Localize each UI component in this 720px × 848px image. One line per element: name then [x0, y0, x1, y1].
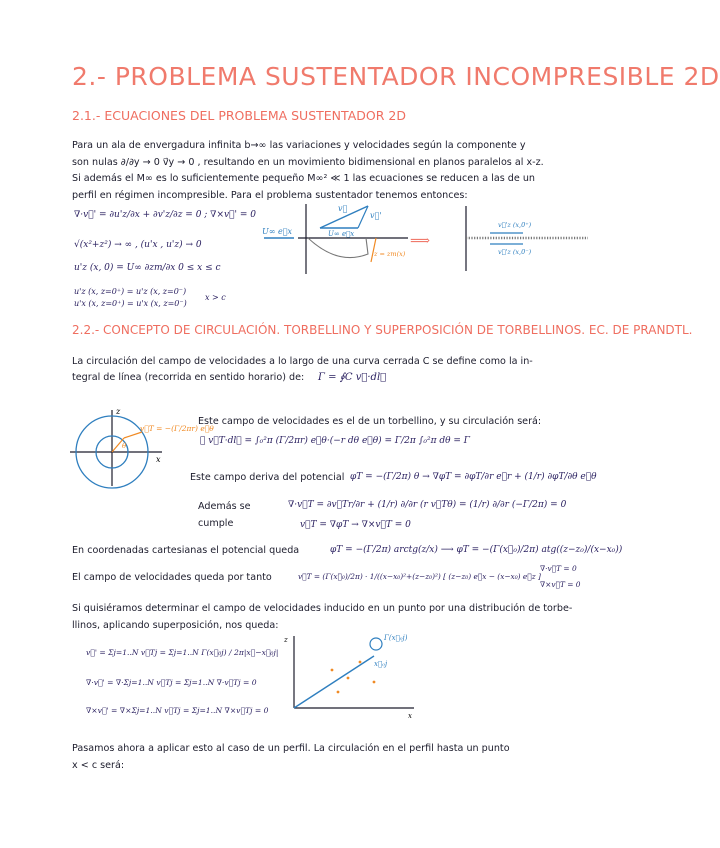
dist-position-vector [294, 656, 374, 708]
dist-point [373, 681, 376, 684]
field-condition-2: ∇×v⃗T = 0 [540, 580, 581, 589]
superposition-line: Si quisiéramos determinar el campo de velocidades inducido en un punto por una distribución de torbe- [72, 603, 573, 614]
fig-v-label: v⃗ [338, 204, 348, 213]
dist-point [359, 661, 362, 664]
circulation-text-1: La circulación del campo de velocidades a lo largo de una curva cerrada C se define como la in- [72, 356, 533, 367]
cartesian-text: En coordenadas cartesianas el potencial queda [72, 545, 300, 556]
intro-line: son nulas ∂/∂y → 0 v⃗y → 0 , resultando en un movimiento bidimensional en planos paralelos al x-z. [72, 156, 544, 168]
potential-equation: φT = −(Γ/2π) θ → ∇φT = ∂φT/∂r e⃗r + (1/r) ∂φT/∂θ e⃗θ [350, 472, 597, 482]
vortex-figure [66, 402, 186, 492]
equation-cut-2: u'x (x, z=0⁺) = u'x (x, z=0⁻) [74, 299, 187, 308]
airfoil-figure [258, 196, 598, 286]
circulation-text-2: tegral de línea (recorrida en sentido horario) de: [72, 372, 305, 383]
dist-point [347, 677, 350, 680]
also-text: Además se cumple [198, 501, 251, 529]
closing-line: x < c será: [72, 759, 125, 771]
section-heading-2-1: 2.1.- ECUACIONES DEL PROBLEMA SUSTENTADOR 2D [72, 108, 406, 123]
field-condition-1: ∇·v⃗T = 0 [540, 564, 577, 573]
intro-line: perfil en régimen incompresible. Para el problema sustentador tenemos entonces: [72, 189, 468, 201]
vortex-text: Este campo de velocidades es el de un torbellino, y su circulación será: [198, 416, 542, 427]
also-equation: ∇·v⃗T = ∂v⃗Tr/∂r + (1/r) ∂/∂r (r v⃗Tθ) = (1/r) ∂/∂r (−Γ/2π) = 0 [288, 500, 567, 510]
fig-u-inf-label: U∞ e⃗x [262, 227, 292, 236]
section1-intro [72, 138, 582, 204]
fig-u-inf-top-label: U∞ e⃗x [328, 230, 355, 238]
superposition-equation-1: v⃗' = Σj=1..N v⃗Tj = Σj=1..N Γ(x⃗₀j) / 2π|x⃗−x⃗₀j| [86, 648, 279, 657]
field-text: El campo de velocidades queda por tanto [72, 572, 272, 583]
vortex-axis-z-label: z [116, 407, 121, 416]
superposition-equation-2: ∇·v⃗' = ∇·Σj=1..N v⃗Tj = Σj=1..N ∇·v⃗Tj = 0 [86, 678, 257, 687]
equation-far-field: √(x²+z²) → ∞ , (u'x , u'z) → 0 [74, 240, 202, 250]
dist-axis-x-label: x [408, 712, 412, 720]
superposition-line: llinos, aplicando superposición, nos queda: [72, 619, 279, 631]
airfoil-camber-line [308, 238, 368, 258]
page-title: 2.- PROBLEMA SUSTENTADOR INCOMPRESIBLE 2D [72, 62, 720, 91]
fig-implies-arrow: ⟹ [410, 233, 431, 249]
intro-line: Para un ala de envergadura infinita b→∞ las variaciones y velocidades según la componente y [72, 140, 526, 151]
closing-text [72, 741, 582, 774]
cartesian-equation: φT = −(Γ/2π) arctg(z/x) ⟶ φT = −(Γ(x⃗₀)/2π) atg((z−z₀)/(x−x₀)) [330, 545, 623, 555]
fig-v-down-label: v⃗'z (x,0⁻) [498, 248, 532, 256]
equation-cut-condition: x > c [205, 293, 226, 302]
dist-point [337, 691, 340, 694]
also-equation-2: v⃗T = ∇φT → ∇×v⃗T = 0 [300, 520, 411, 530]
equation-cut-1: u'z (x, z=0⁺) = u'z (x, z=0⁻) [74, 287, 187, 296]
fig-v-up-label: v⃗'z (x,0⁺) [498, 221, 532, 229]
circulation-equation: Γ = ∮C v⃗·dl⃗ [318, 372, 387, 383]
potential-text: Este campo deriva del potencial [190, 472, 345, 483]
equation-surface: u'z (x, 0) = U∞ ∂zm/∂x 0 ≤ x ≤ c [74, 263, 221, 273]
field-equation: v⃗T = (Γ(x⃗₀)/2π) · 1/((x−x₀)²+(z−z₀)²) [ (z−z₀) e⃗x − (x−x₀) e⃗z ] [298, 572, 541, 581]
closing-line: Pasamos ahora a aplicar esto al caso de un perfil. La circulación en el perfil hasta un punto [72, 743, 510, 754]
vortex-vt-label: v⃗T = −(Γ/2πr) e⃗θ [140, 424, 214, 433]
fig-zm-label: z = zm(x) [374, 250, 406, 258]
superposition-equation-3: ∇×v⃗' = ∇×Σj=1..N v⃗Tj = Σj=1..N ∇×v⃗Tj = 0 [86, 706, 269, 715]
vortex-circulation-equation: ∮ v⃗T·dl⃗ = ∫₀²π (Γ/2πr) e⃗θ·(−r dθ e⃗θ) = Γ/2π ∫₀²π dθ = Γ [200, 436, 471, 446]
vortex-distribution-figure [282, 628, 422, 718]
dist-point [331, 669, 334, 672]
fig-vprime-label: v⃗' [370, 211, 382, 220]
dist-axis-z-label: z [284, 636, 288, 644]
dist-gamma-label: Γ(x⃗₀j) [384, 634, 408, 642]
section-heading-2-2: 2.2.- CONCEPTO DE CIRCULACIÓN. TORBELLINO Y SUPERPOSICIÓN DE TORBELLINOS. EC. DE PRANDTL. [72, 323, 693, 337]
vortex-axis-x-label: x [156, 455, 161, 464]
vortex-theta-label: θ [122, 442, 127, 450]
dist-vortex-circle [370, 638, 382, 650]
equation-div-rot: ∇·v⃗' = ∂u'z/∂x + ∂v'z/∂z = 0 ; ∇×v⃗' = 0 [74, 210, 256, 220]
dist-x0-label: x⃗₀j [374, 660, 388, 668]
intro-line: Si además el M∞ es lo suficientemente pequeño M∞² ≪ 1 las ecuaciones se reducen a las de un [72, 173, 536, 184]
